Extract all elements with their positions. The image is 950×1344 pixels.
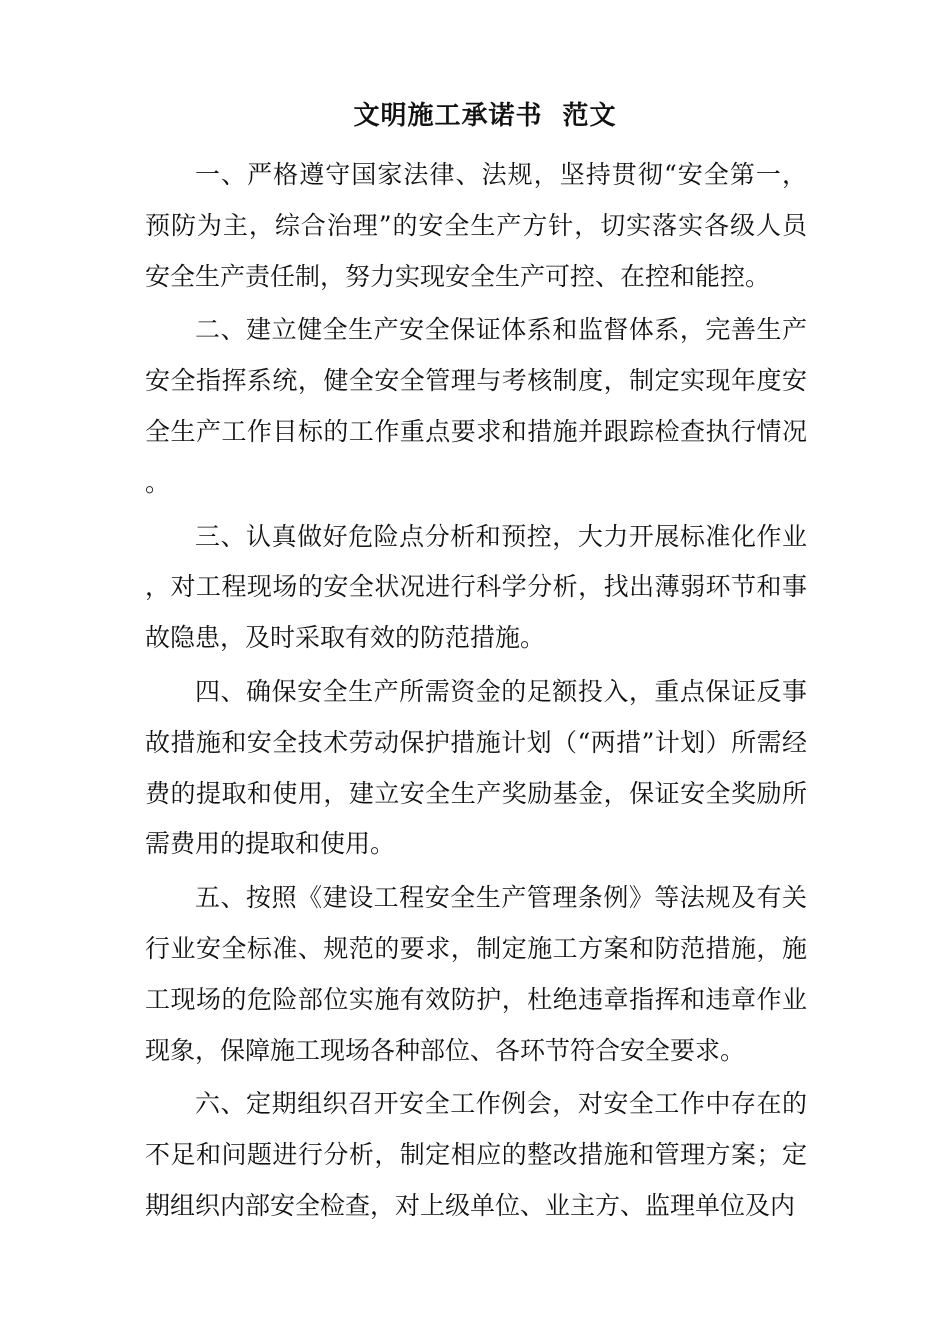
document-body (145, 150, 807, 1235)
paragraph-6: 六、定期组织召开安全工作例会，对安全工作中存在的不足和问题进行分析，制定相应的整改措施和管理方案；定期组织内部安全检查，对上级单位、业主方、监理单位及内 (145, 1089, 807, 1220)
paragraph-1: 一、严格遵守国家法律、法规，坚持贯彻“安全第一，预防为主，综合治理”的安全生产方针，切实落实各级人员安全生产责任制，努力实现安全生产可控、在控和能控。 (145, 160, 807, 291)
paragraph-4: 四、确保安全生产所需资金的足额投入，重点保证反事故措施和安全技术劳动保护措施计划（“两措”计划）所需经费的提取和使用，建立安全生产奖励基金，保证安全奖励所需费用的提取和使用。 (145, 676, 807, 859)
paragraph-2: 二、建立健全生产安全保证体系和监督体系，完善生产安全指挥系统，健全安全管理与考核制度，制定实现年度安全生产工作目标的工作重点要求和措施并跟踪检查执行情况。 (145, 315, 807, 497)
paragraph-5: 五、按照《建设工程安全生产管理条例》等法规及有关行业安全标准、规范的要求，制定施工方案和防范措施，施工现场的危险部位实施有效防护，杜绝违章指挥和违章作业现象，保障施工现场各种部位、各环节符合安全要求。 (145, 883, 807, 1065)
paragraph-3: 三、认真做好危险点分析和预控，大力开展标准化作业，对工程现场的安全状况进行科学分析，找出薄弱环节和事故隐患，及时采取有效的防范措施。 (145, 521, 807, 653)
document-title: 文明施工承诺书 范文 (353, 101, 617, 131)
